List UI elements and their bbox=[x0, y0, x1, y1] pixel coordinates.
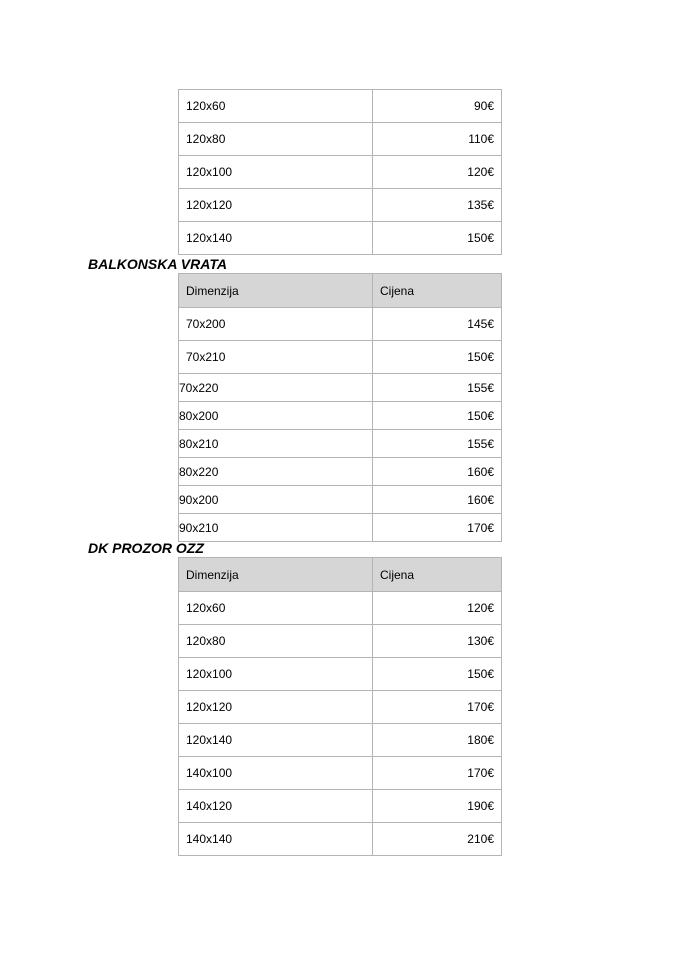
dimension-cell: 120x80 bbox=[179, 625, 373, 658]
price-cell: 160€ bbox=[373, 458, 502, 486]
dimension-cell: 140x140 bbox=[179, 823, 373, 856]
table-header-row bbox=[179, 274, 502, 308]
table-row bbox=[179, 123, 502, 156]
section-title-dk-prozor-ozz: DK PROZOR OZZ bbox=[88, 540, 204, 556]
table-row bbox=[179, 691, 502, 724]
table-row bbox=[179, 514, 502, 542]
dimension-cell: 70x210 bbox=[179, 341, 373, 374]
price-cell: 210€ bbox=[373, 823, 502, 856]
price-cell: 90€ bbox=[373, 90, 502, 123]
price-cell: 155€ bbox=[373, 430, 502, 458]
table-row bbox=[179, 222, 502, 255]
table-row bbox=[179, 625, 502, 658]
dimension-cell: 140x120 bbox=[179, 790, 373, 823]
dimension-cell: 120x140 bbox=[179, 222, 373, 255]
price-cell: 170€ bbox=[373, 757, 502, 790]
dimension-cell: 120x120 bbox=[179, 189, 373, 222]
header-price: Cijena bbox=[373, 558, 502, 592]
table-row bbox=[179, 823, 502, 856]
table-row bbox=[179, 724, 502, 757]
dimension-cell: 120x120 bbox=[179, 691, 373, 724]
price-cell: 120€ bbox=[373, 156, 502, 189]
table-row bbox=[179, 156, 502, 189]
price-cell: 145€ bbox=[373, 308, 502, 341]
price-cell: 135€ bbox=[373, 189, 502, 222]
price-cell: 130€ bbox=[373, 625, 502, 658]
table-row bbox=[179, 189, 502, 222]
price-cell: 170€ bbox=[373, 691, 502, 724]
price-cell: 110€ bbox=[373, 123, 502, 156]
price-cell: 150€ bbox=[373, 341, 502, 374]
table-row bbox=[179, 486, 502, 514]
table-row bbox=[179, 658, 502, 691]
table-row bbox=[179, 402, 502, 430]
dimension-cell: 120x60 bbox=[179, 592, 373, 625]
price-table-balkonska-vrata bbox=[178, 273, 502, 542]
price-cell: 150€ bbox=[373, 402, 502, 430]
table-row bbox=[179, 430, 502, 458]
dimension-cell: 120x60 bbox=[179, 90, 373, 123]
dimension-cell: 120x100 bbox=[179, 156, 373, 189]
price-cell: 180€ bbox=[373, 724, 502, 757]
price-cell: 160€ bbox=[373, 486, 502, 514]
table-row bbox=[179, 790, 502, 823]
price-cell: 190€ bbox=[373, 790, 502, 823]
dimension-cell: 70x220 bbox=[179, 374, 373, 402]
price-cell: 170€ bbox=[373, 514, 502, 542]
price-cell: 150€ bbox=[373, 658, 502, 691]
table-row bbox=[179, 374, 502, 402]
price-table-top bbox=[178, 89, 502, 255]
price-cell: 120€ bbox=[373, 592, 502, 625]
table-row bbox=[179, 341, 502, 374]
price-cell: 155€ bbox=[373, 374, 502, 402]
dimension-cell: 70x200 bbox=[179, 308, 373, 341]
dimension-cell: 120x80 bbox=[179, 123, 373, 156]
table-row bbox=[179, 592, 502, 625]
dimension-cell: 80x220 bbox=[179, 458, 373, 486]
dimension-cell: 90x200 bbox=[179, 486, 373, 514]
header-dimension: Dimenzija bbox=[179, 274, 373, 308]
dimension-cell: 120x100 bbox=[179, 658, 373, 691]
price-cell: 150€ bbox=[373, 222, 502, 255]
section-title-balkonska-vrata: BALKONSKA VRATA bbox=[88, 256, 227, 272]
dimension-cell: 120x140 bbox=[179, 724, 373, 757]
table-row bbox=[179, 458, 502, 486]
dimension-cell: 80x210 bbox=[179, 430, 373, 458]
header-dimension: Dimenzija bbox=[179, 558, 373, 592]
price-table-dk-prozor-ozz bbox=[178, 557, 502, 856]
table-row bbox=[179, 90, 502, 123]
dimension-cell: 90x210 bbox=[179, 514, 373, 542]
dimension-cell: 140x100 bbox=[179, 757, 373, 790]
table-row bbox=[179, 308, 502, 341]
dimension-cell: 80x200 bbox=[179, 402, 373, 430]
table-row bbox=[179, 757, 502, 790]
header-price: Cijena bbox=[373, 274, 502, 308]
table-header-row bbox=[179, 558, 502, 592]
